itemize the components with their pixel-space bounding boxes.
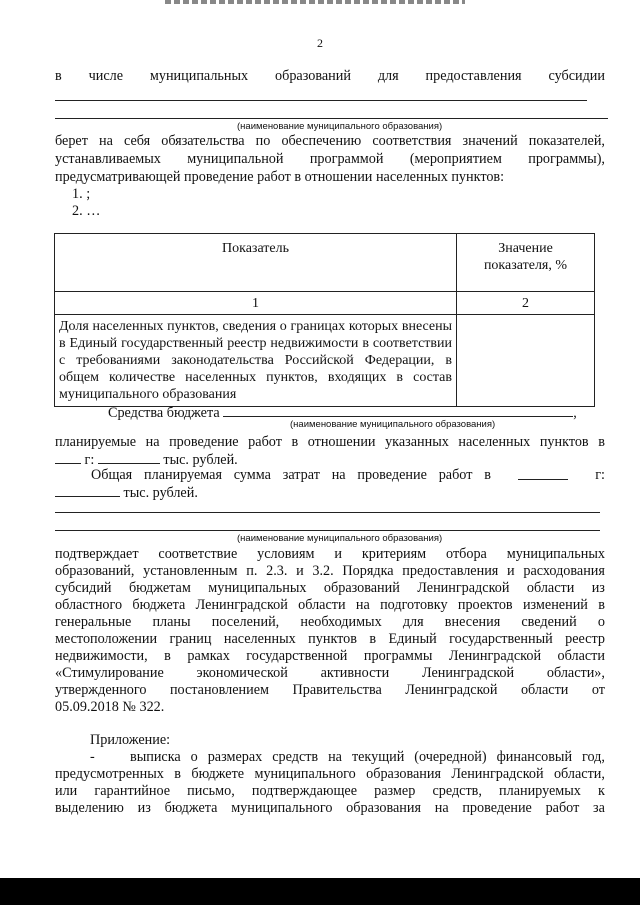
- word: необходимых: [300, 614, 382, 630]
- word: предусмотренных: [55, 766, 164, 782]
- word: в: [55, 68, 62, 84]
- word: и: [296, 563, 304, 579]
- word: работ: [545, 800, 580, 816]
- word: сумма: [233, 467, 271, 483]
- confirm-line-5: [55, 614, 605, 631]
- word: к: [598, 783, 605, 799]
- word: числе: [88, 68, 123, 84]
- word: подтверждающее: [251, 783, 358, 799]
- word: в: [291, 434, 299, 450]
- word: на: [328, 749, 342, 765]
- word: в: [598, 597, 605, 613]
- word: программы: [363, 648, 433, 664]
- appendix-dash: -: [90, 749, 95, 765]
- intro-line: [55, 68, 605, 85]
- header-value-line-2: показателя, %: [483, 258, 568, 273]
- word: границ: [169, 631, 212, 647]
- word: Ленинградской: [448, 648, 542, 664]
- word: соответствия: [372, 133, 452, 149]
- word: установленным: [143, 563, 238, 579]
- word: Общая: [91, 467, 133, 483]
- confirm-line-9: [55, 682, 605, 699]
- word: муниципальной: [187, 151, 284, 167]
- word: отношении: [307, 434, 376, 450]
- word: (очередной): [414, 749, 487, 765]
- word: значений: [462, 133, 518, 149]
- settlement-list-item-2: 2. …: [72, 203, 101, 219]
- budget-blank: [223, 404, 573, 417]
- word: проведение: [462, 800, 532, 816]
- municipality-caption-2: (наименование муниципального образования): [237, 533, 443, 544]
- word: бюджете: [191, 766, 245, 782]
- word: предоставления: [425, 68, 522, 84]
- word: берет: [55, 133, 88, 149]
- word: устанавливаемых: [55, 151, 161, 167]
- word: обязательства: [161, 133, 245, 149]
- total-line: [91, 467, 605, 484]
- word: муниципальных: [506, 546, 605, 562]
- word: области»,: [546, 665, 605, 681]
- word: недвижимости,: [55, 648, 148, 664]
- confirm-line-6: [55, 631, 605, 648]
- budget-caption: (наименование муниципального образования): [290, 419, 496, 430]
- obligation-line-2: [55, 151, 605, 168]
- word: за: [593, 800, 605, 816]
- word: «Стимулирование: [55, 665, 164, 681]
- word: области: [526, 580, 575, 596]
- word: планы: [152, 614, 191, 630]
- word: средств: [272, 749, 319, 765]
- obligation-line-1: [55, 133, 605, 150]
- word: по: [255, 133, 271, 149]
- header-scan-mark: [165, 0, 465, 4]
- word: проектов: [457, 597, 513, 613]
- word: пунктов: [539, 434, 589, 450]
- appendix-line-1-words: [130, 749, 605, 766]
- obligation-line-3: предусматривающей проведение работ в отношении населенных пунктов:: [55, 169, 505, 185]
- word: пунктов: [308, 631, 357, 647]
- word: рамках: [187, 648, 230, 664]
- budget-label: Средства бюджета: [108, 405, 220, 421]
- word: генеральные: [55, 614, 132, 630]
- appendix-line-4: [55, 800, 605, 817]
- word: выделению: [55, 800, 124, 816]
- word: на: [331, 467, 346, 483]
- word: 2.3.: [266, 563, 288, 579]
- column-number-1: 1: [55, 292, 457, 315]
- word: области: [298, 597, 346, 613]
- table-number-row: [55, 292, 595, 315]
- word: обеспечению: [281, 133, 362, 149]
- word: в: [164, 648, 171, 664]
- word: на: [434, 800, 449, 816]
- word: образования: [366, 766, 441, 782]
- table-row: [55, 315, 595, 407]
- word: муниципальных: [208, 580, 307, 596]
- municipality-blank-4: [55, 530, 600, 531]
- word: Ленинградской: [195, 597, 288, 613]
- word: из: [137, 800, 151, 816]
- total-year-suffix: г:: [595, 467, 605, 483]
- word: Ленинградской: [451, 766, 544, 782]
- scan-bottom-edge: [0, 878, 640, 905]
- page-number: 2: [317, 36, 323, 50]
- word: (мероприятием: [409, 151, 502, 167]
- word: проведение: [357, 467, 427, 483]
- word: подтверждает: [55, 546, 139, 562]
- confirm-line-10: 05.09.2018 № 322.: [55, 699, 165, 715]
- word: постановлением: [169, 682, 269, 698]
- word: населенных: [223, 631, 296, 647]
- word: активности: [320, 665, 390, 681]
- word: на: [145, 434, 160, 450]
- word: планируемая: [144, 467, 222, 483]
- word: программы),: [528, 151, 605, 167]
- word: средств,: [432, 783, 482, 799]
- word: утвержденного: [55, 682, 147, 698]
- word: отбора: [446, 546, 487, 562]
- word: внесения: [444, 614, 501, 630]
- word: области: [557, 648, 605, 664]
- total-unit: тыс. рублей.: [123, 485, 198, 501]
- word: Ленинградской: [405, 682, 498, 698]
- word: Ленинградской: [417, 580, 510, 596]
- word: муниципальных: [149, 68, 249, 84]
- word: образований,: [55, 563, 135, 579]
- word: выписка: [130, 749, 181, 765]
- word: планируемых: [499, 783, 581, 799]
- header-indicator: Показатель: [55, 234, 457, 292]
- word: населенных: [458, 434, 531, 450]
- word: в: [369, 631, 377, 647]
- word: Порядка: [342, 563, 394, 579]
- municipality-blank-3: [55, 512, 600, 513]
- word: и: [334, 546, 342, 562]
- word: размерах: [207, 749, 263, 765]
- word: Единый: [388, 631, 437, 647]
- budget-purpose-line: [55, 434, 605, 451]
- word: изменений: [522, 597, 588, 613]
- word: сведений: [521, 614, 577, 630]
- word: расходования: [523, 563, 605, 579]
- confirm-line-4: [55, 597, 605, 614]
- word: о: [190, 749, 198, 765]
- word: Правительства: [292, 682, 382, 698]
- municipality-blank-1: [55, 100, 587, 101]
- indicator-table: [54, 233, 595, 407]
- word: в: [598, 434, 605, 450]
- confirm-line-3: [55, 580, 605, 597]
- word: бюджета: [164, 800, 218, 816]
- word: области,: [553, 766, 605, 782]
- budget-year-suffix: г:: [84, 452, 95, 468]
- word: гарантийное: [94, 783, 171, 799]
- appendix-line-1: [90, 749, 605, 766]
- budget-comma: ,: [573, 405, 577, 421]
- table-header-row: [55, 234, 595, 292]
- word: субсидий: [55, 580, 112, 596]
- word: Ленинградской: [421, 665, 515, 681]
- word: муниципального: [231, 800, 333, 816]
- word: в: [174, 766, 181, 782]
- appendix-title: Приложение:: [90, 732, 171, 748]
- word: критериям: [361, 546, 427, 562]
- indicator-description: Доля населенных пунктов, сведения о границах которых внесены в Единый государственный реестр недвижимости в соответствии с требованиями законодательства Российской Федерации, в общем количестве населенных пунктов, входящих в состав муниципального образования: [55, 315, 457, 407]
- indicator-value-cell: [457, 315, 595, 407]
- word: государственный: [449, 631, 553, 647]
- word: планируемые: [55, 434, 137, 450]
- confirm-line-7: [55, 648, 605, 665]
- word: областного: [55, 597, 123, 613]
- word: п.: [246, 563, 258, 579]
- word: реестр: [565, 631, 605, 647]
- settlement-list-item-1: 1. ;: [72, 186, 91, 202]
- word: показателей,: [528, 133, 605, 149]
- word: образований: [323, 580, 400, 596]
- budget-amount-blank: [98, 451, 160, 464]
- word: соответствие: [158, 546, 238, 562]
- word: из: [591, 580, 605, 596]
- budget-unit: тыс. рублей.: [163, 452, 238, 468]
- column-number-2: 2: [457, 292, 595, 315]
- word: для: [402, 614, 424, 630]
- total-words: [91, 467, 491, 484]
- word: или: [55, 783, 78, 799]
- word: работ: [438, 467, 473, 483]
- word: в: [484, 467, 491, 483]
- word: государственной: [246, 648, 348, 664]
- word: условиям: [257, 546, 315, 562]
- word: бюджетам: [128, 580, 191, 596]
- confirm-line-1: [55, 546, 605, 563]
- word: и: [507, 563, 515, 579]
- word: проведение: [169, 434, 239, 450]
- word: предоставления: [402, 563, 499, 579]
- word: на: [99, 133, 113, 149]
- word: затрат: [282, 467, 320, 483]
- total-amount-blank: [55, 484, 120, 497]
- municipality-caption: (наименование муниципального образования): [237, 121, 443, 132]
- word: образований: [275, 68, 351, 84]
- word: указанных: [385, 434, 449, 450]
- appendix-line-2: [55, 766, 605, 783]
- word: программой: [309, 151, 384, 167]
- word: подготовку: [380, 597, 448, 613]
- total-amount-line: [55, 484, 605, 502]
- word: муниципального: [254, 766, 356, 782]
- word: от: [591, 682, 605, 698]
- word: области: [520, 682, 569, 698]
- budget-year-blank: [55, 451, 81, 464]
- word: местоположении: [55, 631, 158, 647]
- word: финансовый: [496, 749, 573, 765]
- header-value-line-1: Значение: [498, 241, 553, 256]
- appendix-line-3: [55, 783, 605, 800]
- word: бюджета: [132, 597, 186, 613]
- word: экономической: [196, 665, 288, 681]
- word: текущий: [351, 749, 405, 765]
- word: год,: [582, 749, 605, 765]
- word: поселений,: [211, 614, 280, 630]
- word: для: [377, 68, 399, 84]
- word: субсидии: [548, 68, 605, 84]
- total-year-blank: [518, 467, 568, 480]
- confirm-line-8: [55, 665, 605, 682]
- municipality-blank-2: [55, 118, 608, 119]
- word: письмо,: [187, 783, 235, 799]
- confirm-line-2: [55, 563, 605, 580]
- word: на: [355, 597, 370, 613]
- word: работ: [248, 434, 282, 450]
- word: размер: [374, 783, 416, 799]
- header-value: [457, 234, 595, 292]
- word: себя: [123, 133, 151, 149]
- word: о: [597, 614, 605, 630]
- word: образования: [346, 800, 422, 816]
- word: 3.2.: [312, 563, 334, 579]
